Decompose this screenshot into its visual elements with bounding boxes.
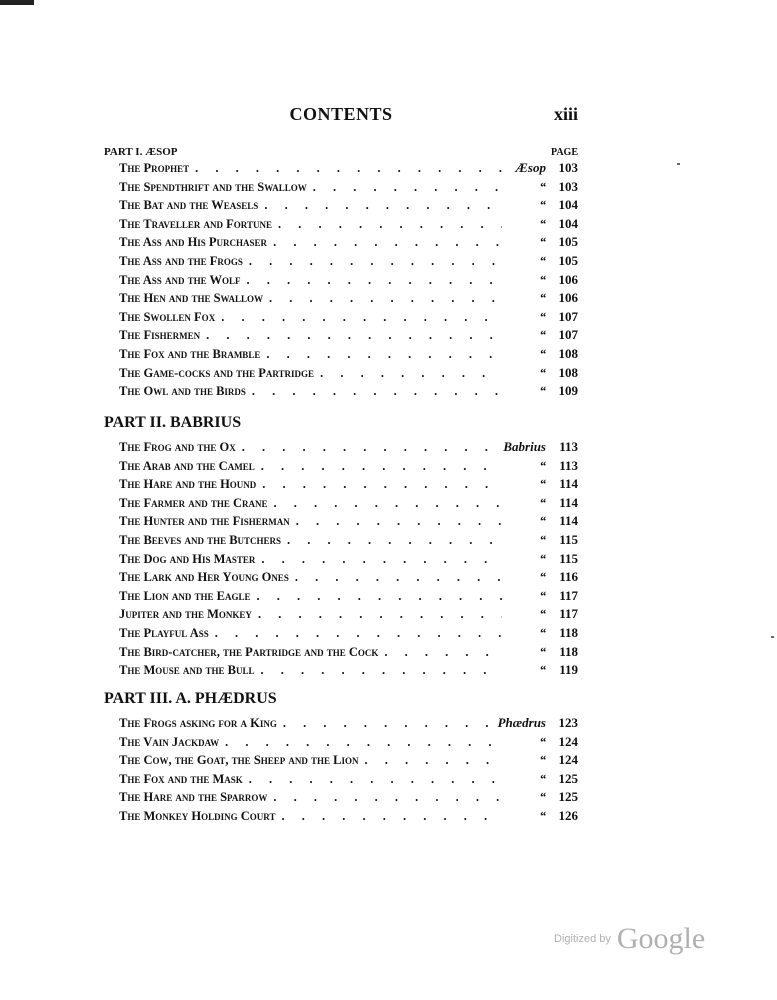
entry-page: 115 [559, 531, 578, 547]
entry-page: 126 [558, 807, 578, 823]
entry-page: 124 [558, 733, 578, 749]
entry-title: The Bird-catcher, the Partridge and the Cock [119, 644, 379, 659]
entry-author: “ [539, 290, 546, 306]
entry-title: The Traveller and Fortune [119, 216, 272, 231]
toc-entry [104, 752, 578, 771]
part-heading-row [104, 690, 578, 710]
entry-page: 103 [558, 178, 578, 194]
toc-entry [104, 662, 578, 681]
entry-author: “ [539, 476, 546, 492]
scan-speck [771, 636, 774, 638]
entry-page: 115 [559, 550, 578, 566]
entry-author: “ [539, 234, 546, 250]
scan-speck [677, 163, 680, 165]
entry-author: “ [539, 807, 546, 823]
entry-author: “ [539, 550, 546, 566]
toc-entry [104, 458, 578, 477]
toc-entry [104, 734, 578, 753]
entry-page: 117 [559, 587, 578, 603]
entry-page: 107 [558, 308, 578, 324]
entry-title: The Swollen Fox [119, 309, 216, 324]
entry-page: 109 [558, 383, 578, 399]
entry-title: The Vain Jackdaw [119, 734, 220, 749]
entry-title: The Hare and the Sparrow [119, 790, 268, 805]
toc-entry [104, 495, 578, 514]
entry-author: “ [539, 178, 546, 194]
dot-leader [255, 459, 502, 474]
dot-leader [255, 552, 502, 567]
page-header [104, 104, 578, 132]
toc-entry [104, 234, 578, 253]
entry-title: The Frog and the Ox [119, 440, 236, 454]
entry-page: 125 [558, 789, 578, 805]
entry-title: The Hunter and the Fisherman [119, 514, 290, 529]
entry-author: “ [539, 197, 546, 213]
entry-page: 114 [559, 513, 578, 529]
entry-page: 103 [558, 160, 578, 175]
entry-author: “ [539, 215, 546, 231]
entry-page: 117 [559, 606, 578, 622]
dot-leader [268, 496, 502, 511]
toc-entry [104, 216, 578, 235]
entry-title: The Lark and Her Young Ones [119, 570, 289, 585]
part-heading: PART III. A. PHÆDRUS [104, 690, 277, 707]
toc-entry [104, 160, 578, 179]
entry-page: 105 [558, 234, 578, 250]
toc-entry [104, 513, 578, 532]
watermark-prefix: Digitized by [554, 933, 611, 945]
entry-page: 114 [559, 476, 578, 492]
entry-title: The Ass and the Wolf [119, 272, 241, 287]
dot-leader [189, 161, 502, 176]
entry-page: 124 [558, 752, 578, 768]
entry-page: 123 [558, 715, 578, 730]
dot-leader [209, 626, 502, 641]
dot-leader [263, 291, 502, 306]
entry-page: 119 [559, 662, 578, 678]
toc-entry [104, 715, 578, 734]
toc-entry [104, 253, 578, 272]
entry-author: “ [539, 457, 546, 473]
toc-entry [104, 808, 578, 827]
part-heading-row [104, 414, 578, 434]
dot-leader [260, 347, 502, 362]
page-title: CONTENTS [289, 104, 393, 124]
dot-leader [359, 753, 503, 768]
scan-corner-mark [0, 0, 34, 5]
dot-leader [246, 384, 502, 399]
entry-author: “ [539, 308, 546, 324]
dot-leader [256, 477, 502, 492]
entry-page: 108 [558, 345, 578, 361]
entry-page: 114 [559, 494, 578, 510]
entry-title: The Fishermen [119, 328, 201, 343]
toc-entry [104, 197, 578, 216]
part-heading: PART I. ÆSOP [104, 146, 178, 158]
entry-author: “ [539, 494, 546, 510]
entry-title: The Spendthrift and the Swallow [119, 179, 307, 194]
entry-list [104, 715, 578, 827]
dot-leader [243, 254, 502, 269]
entry-author: “ [539, 770, 546, 786]
toc-entry [104, 383, 578, 402]
toc-entry [104, 179, 578, 198]
entry-author: “ [539, 327, 546, 343]
dot-leader [258, 198, 502, 213]
entry-page: 108 [558, 364, 578, 380]
entry-title: The Frogs asking for a King [119, 716, 277, 730]
entry-page: 125 [558, 770, 578, 786]
toc-entry [104, 532, 578, 551]
dot-leader [314, 366, 502, 381]
entry-title: The Prophet [119, 161, 190, 175]
toc-entry [104, 327, 578, 346]
toc-entry [104, 476, 578, 495]
entry-author: “ [539, 252, 546, 268]
entry-author: “ [539, 624, 546, 640]
toc-entry [104, 290, 578, 309]
entry-title: The Ass and the Frogs [119, 253, 243, 268]
entry-title: The Fox and the Bramble [119, 346, 261, 361]
toc-entry [104, 272, 578, 291]
entry-page: 118 [559, 643, 578, 659]
entry-title: The Fox and the Mask [119, 771, 243, 786]
page-column-label: PAGE [550, 147, 578, 158]
entry-title: The Hen and the Swallow [119, 291, 264, 306]
entry-page: 113 [559, 439, 578, 454]
entry-author: “ [539, 733, 546, 749]
entry-author: Æsop [515, 160, 546, 175]
toc-entry [104, 606, 578, 625]
toc-entry [104, 309, 578, 328]
dot-leader [275, 809, 502, 824]
entry-title: Jupiter and the Monkey [119, 607, 252, 622]
toc-entry [104, 625, 578, 644]
toc-entry [104, 588, 578, 607]
dot-leader [378, 645, 502, 660]
dot-leader [267, 235, 502, 250]
entry-author: “ [539, 364, 546, 380]
entry-title: The Hare and the Hound [119, 477, 257, 492]
entry-title: The Dog and His Master [119, 551, 256, 566]
entry-title: The Lion and the Eagle [119, 588, 251, 603]
dot-leader [267, 790, 502, 805]
entry-author: “ [539, 606, 546, 622]
entry-author: Babrius [503, 439, 546, 454]
toc-entry [104, 569, 578, 588]
entry-title: The Mouse and the Bull [119, 663, 255, 678]
dot-leader [236, 440, 502, 455]
entry-author: “ [539, 752, 546, 768]
digitized-watermark [554, 922, 705, 956]
part-babrius [104, 414, 578, 681]
part-heading-row [104, 140, 578, 160]
entry-title: The Ass and His Purchaser [119, 235, 268, 250]
entry-author: “ [539, 789, 546, 805]
dot-leader [215, 310, 502, 325]
entry-title: The Bat and the Weasels [119, 198, 259, 213]
entry-title: The Owl and the Birds [119, 384, 246, 399]
dot-leader [289, 570, 502, 585]
entry-page: 106 [558, 271, 578, 287]
page-number: xiii [553, 104, 578, 124]
dot-leader [290, 514, 502, 529]
dot-leader [243, 772, 502, 787]
entry-author: “ [539, 587, 546, 603]
entry-page: 104 [558, 197, 578, 213]
toc-entry [104, 346, 578, 365]
entry-author: “ [539, 513, 546, 529]
dot-leader [281, 533, 502, 548]
entry-author: Phædrus [497, 715, 546, 730]
entry-author: “ [539, 345, 546, 361]
entry-author: “ [539, 383, 546, 399]
entry-title: The Cow, the Goat, the Sheep and the Lion [119, 753, 359, 768]
dot-leader [219, 735, 502, 750]
dot-leader [255, 663, 503, 678]
entry-title: The Beeves and the Butchers [119, 532, 282, 547]
entry-title: The Farmer and the Crane [119, 495, 268, 510]
toc-entry [104, 771, 578, 790]
dot-leader [251, 589, 502, 604]
toc-entry [104, 644, 578, 663]
toc-entry [104, 365, 578, 384]
part-aesop [104, 140, 578, 402]
part-heading: PART II. BABRIUS [104, 414, 242, 431]
entry-title: The Game-cocks and the Partridge [119, 365, 315, 380]
entry-page: 104 [558, 215, 578, 231]
entry-author: “ [539, 271, 546, 287]
toc-entry [104, 551, 578, 570]
entry-title: The Arab and the Camel [119, 458, 255, 473]
entry-page: 106 [558, 290, 578, 306]
entry-title: The Playful Ass [119, 625, 209, 640]
entry-author: “ [539, 662, 546, 678]
toc-entry [104, 789, 578, 808]
entry-page: 116 [559, 569, 578, 585]
entry-author: “ [539, 569, 546, 585]
dot-leader [272, 217, 502, 232]
entry-page: 105 [558, 252, 578, 268]
entry-page: 118 [559, 624, 578, 640]
entry-author: “ [539, 531, 546, 547]
toc-entry [104, 439, 578, 458]
entry-page: 113 [559, 457, 578, 473]
part-phaedrus [104, 690, 578, 827]
dot-leader [307, 180, 502, 195]
entry-title: The Monkey Holding Court [119, 808, 276, 823]
entry-page: 107 [558, 327, 578, 343]
dot-leader [252, 607, 502, 622]
entry-author: “ [539, 643, 546, 659]
dot-leader [200, 328, 502, 343]
google-logo: Google [616, 922, 706, 955]
dot-leader [240, 273, 502, 288]
dot-leader [277, 716, 498, 731]
entry-list [104, 160, 578, 402]
entry-list [104, 439, 578, 681]
